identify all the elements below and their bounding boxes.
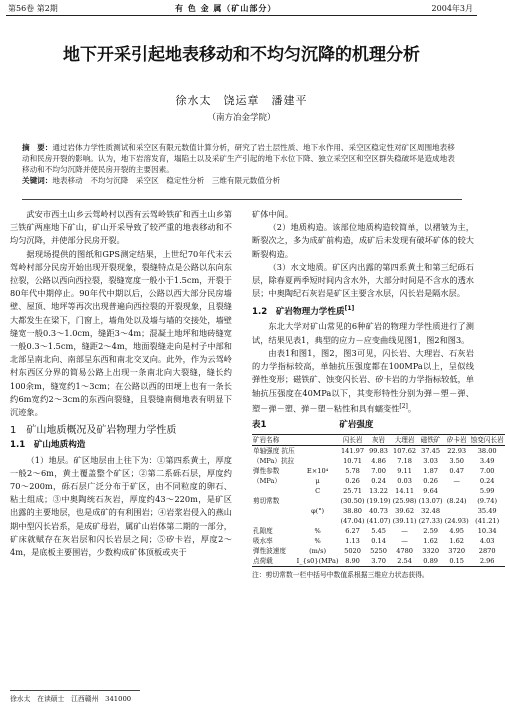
table-cell: C <box>315 486 321 495</box>
paragraph: 据现场提供的图纸和GPS测定结果，上世纪70年代末云驾岭村部分民房开始出现开裂现象，裂缝特点是公路以东向东拉裂，公路以西向西拉裂，裂缝宽度一般小于1.5cm，开裂于80年代中期停止。90年代中期以后，公路以西大部分民房墙壁、屋顶、地坪等再次出现普遍向西拉裂的开裂现象，且裂缝大都发生在梁下，门窗上，墙角处以及墙与墙的交接处，墙壁缝宽一般0.3～1.0cm，缝距3～4m；混凝土地坪和地砖缝宽一般0.3～1.5cm，缝距2～4m，地面裂缝走向是村子中部和北部呈南北向、南部呈东西和南北交叉向。此外，作为云驾岭村东西区分界的简易公路上出现一条南北向大裂缝，缝长约100余m，缝宽约1～3cm；在公路以西的田埂上也有一条长约6m宽约2～3cm的东西向裂缝，且裂缝南侧地表有明显下沉迹象。 <box>10 248 232 418</box>
table-title: 矿岩强度 <box>339 419 374 430</box>
table-row <box>252 445 505 456</box>
abstract-text: 通过岩体力学性质测试和采空区有限元数值计算分析，研究了岩土层性质、地下水作用、采空区稳定性对矿区周围地表移动和民房开裂的影响。认为，地下岩溶发育，塌陷土以及采矿生产引起的地下水位下降、独立采空区和空区群失稳破坏是造成地表移动和不均匀沉降并使民房开裂的主要因素。 <box>22 143 455 174</box>
subsection-title: 1.2 矿岩物理力学性质 <box>252 307 345 318</box>
paragraph: （2）地质构造。该部位地质构造较简单，以褶皱为主，断裂次之，多为成矿前构造，成矿后未发现有破坏矿体的较大断裂构造。 <box>252 222 474 259</box>
table-cell: 0.26 <box>345 476 360 485</box>
table-cell: 1.13 <box>345 536 360 545</box>
table-cell: 3720 <box>448 546 466 555</box>
table-cell: 39.62 <box>395 506 415 515</box>
table-cell: (27.33) <box>418 516 443 525</box>
table-cell <box>252 506 296 516</box>
footnote-rule <box>10 690 140 691</box>
table-cell <box>444 506 470 516</box>
table-cell: 25.71 <box>343 486 362 495</box>
table-cell: E×10⁴ <box>306 466 329 475</box>
table-cell: 3.50 <box>449 456 464 465</box>
keywords-text: 地表移动 不均匀沉降 采空区 稳定性分析 三维有限元数值分析 <box>52 176 281 185</box>
table-cell: 0.14 <box>371 536 386 545</box>
table-cell: 吸水率 <box>253 536 273 545</box>
table-cell: (24.93) <box>444 516 469 525</box>
table-row <box>252 466 505 476</box>
table-cell: 2.54 <box>392 556 418 567</box>
table-cell <box>296 456 340 466</box>
paragraph: （3）水文地质。矿区内出露的第四系黄土和第三纪砾石层，除春夏两季短时间内含水外，大部分时间是不含水的透水层；中奥陶纪石灰岩是矿区主要含水层，闪长岩是隔水层。 <box>252 261 474 299</box>
subsection-heading: 1.1 矿山地质构造 <box>10 440 86 451</box>
table-cell: 0.24 <box>479 476 495 485</box>
table-cell: 3.49 <box>479 456 495 465</box>
table-row <box>252 486 505 496</box>
table-row <box>252 546 505 556</box>
table-cell: (30.50) <box>340 496 365 505</box>
article-title: 地下开采引起地表移动和不均匀沉降的机理分析 <box>63 45 420 65</box>
table-cell: 9.11 <box>397 466 412 475</box>
paragraph: 矿体中间。 <box>252 209 293 219</box>
abstract-block <box>22 142 462 186</box>
table-cell: 5250 <box>370 546 387 555</box>
table-cell: 1.62 <box>449 536 464 545</box>
abstract-rule <box>22 199 462 200</box>
table-header-cell <box>296 434 340 445</box>
table-cell: (m/s) <box>309 546 327 555</box>
table-cell: (9.74) <box>477 496 498 505</box>
table-body <box>252 445 505 566</box>
table-cell <box>252 486 296 496</box>
table-header-cell: 蚀变闪长岩 <box>470 435 504 444</box>
table-cell: 1.87 <box>423 466 438 475</box>
header-rule <box>6 15 477 16</box>
paragraph: 武安市西土山乡云驾岭村以西有云驾岭铁矿和西土山乡第三铁矿两座地下矿山，矿山开采导致了较严重的地表移动和不均匀沉降，并使部分民房开裂。 <box>10 209 232 246</box>
issue-date: 2004年3月 <box>431 4 473 13</box>
table-cell: % <box>314 536 321 545</box>
table-cell: φ(°) <box>311 506 325 515</box>
table-cell: (41.21) <box>475 516 500 525</box>
author-footnote: 徐水太 在读硕士 江西赣州 341000 <box>10 695 132 703</box>
table-cell <box>296 516 340 526</box>
table-row <box>252 506 505 516</box>
table-cell: — <box>401 536 408 545</box>
table-row <box>252 476 505 486</box>
table-cell: 弹性参数 <box>253 466 280 475</box>
table-cell: 2870 <box>478 546 496 555</box>
table-cell: 141.97 <box>340 446 365 455</box>
table-cell: μ <box>315 476 320 485</box>
keywords-label: 关键词： <box>22 176 53 185</box>
paragraph <box>252 347 474 416</box>
table-cell: % <box>314 526 321 535</box>
table-cell: 7.18 <box>397 456 412 465</box>
table-cell: 0.26 <box>423 476 438 485</box>
table-cell: 13.22 <box>369 486 388 495</box>
table-cell: 7.00 <box>479 466 495 475</box>
table-cell: 37.45 <box>421 446 441 455</box>
table-header-cell: 磁铁矿 <box>418 434 444 445</box>
table-cell: (47.04) <box>340 516 365 525</box>
paragraph-text: 由表1和图1，图2，图3可见，闪长岩、大理岩、石灰岩的力学指标较高，单轴抗压强度都在100MPa以上，呈似线弹性变形；磁铁矿、蚀变闪长岩、矽卡岩的力学指标较低，单轴抗压强度在40MPa以下，其变形特性分别为弹－塑－弹、塑－弹－塑、弹－塑－粘性和具有蠕变性 <box>252 347 474 414</box>
table-cell: (13.07) <box>418 496 443 505</box>
table-cell: — <box>401 526 408 535</box>
table-cell: 孔隙度 <box>253 526 273 535</box>
section-heading: 1 矿山地质概况及矿岩物理力学性质 <box>10 425 177 437</box>
table-header-cell: 矽卡岩 <box>444 434 470 445</box>
citation: [1] <box>344 305 355 313</box>
table-cell: 38.00 <box>477 446 497 455</box>
table-cell: 40.73 <box>369 506 388 515</box>
author-list: 徐水太 饶运章 潘建平 <box>175 94 308 107</box>
table-row <box>252 526 505 536</box>
table-caption <box>252 419 474 432</box>
table-header-row <box>252 434 505 445</box>
table-header-cell: 大理岩 <box>392 434 418 445</box>
abstract <box>22 142 462 175</box>
table-cell: 6.27 <box>345 526 360 535</box>
table-row <box>252 496 505 506</box>
table-cell: 9.64 <box>423 486 438 495</box>
table-cell: 剪切常数 <box>253 496 280 505</box>
subsection-heading <box>252 302 474 319</box>
table-cell: 5.45 <box>371 526 386 535</box>
rock-strength-table <box>252 434 505 567</box>
volume-issue: 第56卷 第2期 <box>8 4 58 13</box>
table-cell: 4780 <box>396 546 413 555</box>
table-cell: 0.47 <box>449 466 464 475</box>
table-cell: 3.03 <box>423 456 438 465</box>
paragraph: 东北大学对矿山常见的6种矿岩的物理力学性质进行了测试，结果见表1，典型的应力－应变曲线见图1，图2和图3。 <box>252 321 474 345</box>
table-cell: 点荷载 <box>252 556 296 567</box>
table-cell: 0.15 <box>444 556 470 567</box>
table-cell <box>296 445 340 456</box>
paragraph-end: 。 <box>407 403 417 414</box>
table-cell: 107.62 <box>393 446 417 455</box>
table-cell: 1.62 <box>423 536 438 545</box>
citation: [2] <box>399 402 408 410</box>
table-cell: 单轴强度 抗压 <box>253 446 295 455</box>
table-cell: 5020 <box>344 546 361 555</box>
running-header <box>0 0 483 16</box>
table-cell: (8.24) <box>446 496 467 505</box>
table-row <box>252 536 505 546</box>
table-header-cell: 闪长岩 <box>340 434 366 445</box>
table-cell: 38.80 <box>343 506 362 515</box>
table-cell: 14.11 <box>395 486 415 495</box>
right-column <box>252 208 504 582</box>
table-cell: (19.19) <box>366 496 391 505</box>
table-cell: 3.70 <box>366 556 392 567</box>
table-cell: 弹性波速度 <box>253 546 286 555</box>
table-cell: 5.99 <box>479 486 495 495</box>
table-cell: 0.03 <box>397 476 412 485</box>
table-cell: 0.24 <box>371 476 386 485</box>
table-cell <box>296 496 340 506</box>
table-cell: 2.59 <box>423 526 438 535</box>
table-cell: （MPa）抗拉 <box>253 456 295 465</box>
table-cell: 10.34 <box>477 526 497 535</box>
table-cell: 10.71 <box>343 456 362 465</box>
table-cell: 0.89 <box>418 556 444 567</box>
table-note: 注：剪切常数一栏中括号中数值系根据三维应力状态获得。 <box>252 570 429 579</box>
table-row <box>252 556 505 567</box>
table-cell: 4.95 <box>449 526 464 535</box>
table-cell: 5.78 <box>345 466 360 475</box>
table-header-cell: 矿岩名称 <box>252 434 296 445</box>
table-row <box>252 516 505 526</box>
table-cell: 4.03 <box>479 536 495 545</box>
table-cell: (39.11) <box>392 516 417 525</box>
table-cell: 22.93 <box>447 446 467 455</box>
table-cell: — <box>453 476 460 485</box>
affiliation: （南方冶金学院） <box>207 113 276 123</box>
table-cell: 32.48 <box>421 506 441 515</box>
abstract-label: 摘 要： <box>22 143 53 152</box>
table-cell <box>252 516 296 526</box>
table-cell: 35.49 <box>477 506 497 515</box>
left-column <box>10 208 232 559</box>
table-number: 表1 <box>252 419 267 430</box>
table-cell: 7.00 <box>371 466 386 475</box>
table-cell: （MPa） <box>253 476 282 485</box>
table-cell: I_{s0}(MPa) <box>296 556 339 565</box>
table-cell: 8.90 <box>340 556 366 567</box>
table-cell: 99.83 <box>369 446 388 455</box>
keywords <box>22 175 462 186</box>
table-header-cell: 灰岩 <box>366 434 392 445</box>
table-cell: (25.98) <box>392 496 417 505</box>
journal-name: 有 色 金 属（矿山部分） <box>175 3 277 13</box>
table-row <box>252 456 505 466</box>
table-cell <box>444 486 470 496</box>
table-cell: 2.96 <box>470 556 505 567</box>
table-cell: 3320 <box>422 546 440 555</box>
table-cell: (41.07) <box>366 516 391 525</box>
table-cell: 4.86 <box>371 456 386 465</box>
paragraph: （1）地层。矿区地层由上往下为：①第四系黄土，厚度一般2～6m，黄土覆盖整个矿区；②第二系砾石层，厚度约70～200m，砾石层广泛分布于矿区，由不同粒度的卵石、粘土组成；③中奥陶统石灰岩，厚度约43～220m，是矿区出露的主要地层，也是成矿的有利围岩；④岩浆岩侵入的燕山期中型闪长岩系，是成矿母岩，属矿山岩体第二期的一部分，矿床就赋存在灰岩层和闪长岩层之间；⑤矽卡岩，厚度2～4m，是底板主要围岩，少数构成矿体顶板或夹于 <box>10 454 232 558</box>
